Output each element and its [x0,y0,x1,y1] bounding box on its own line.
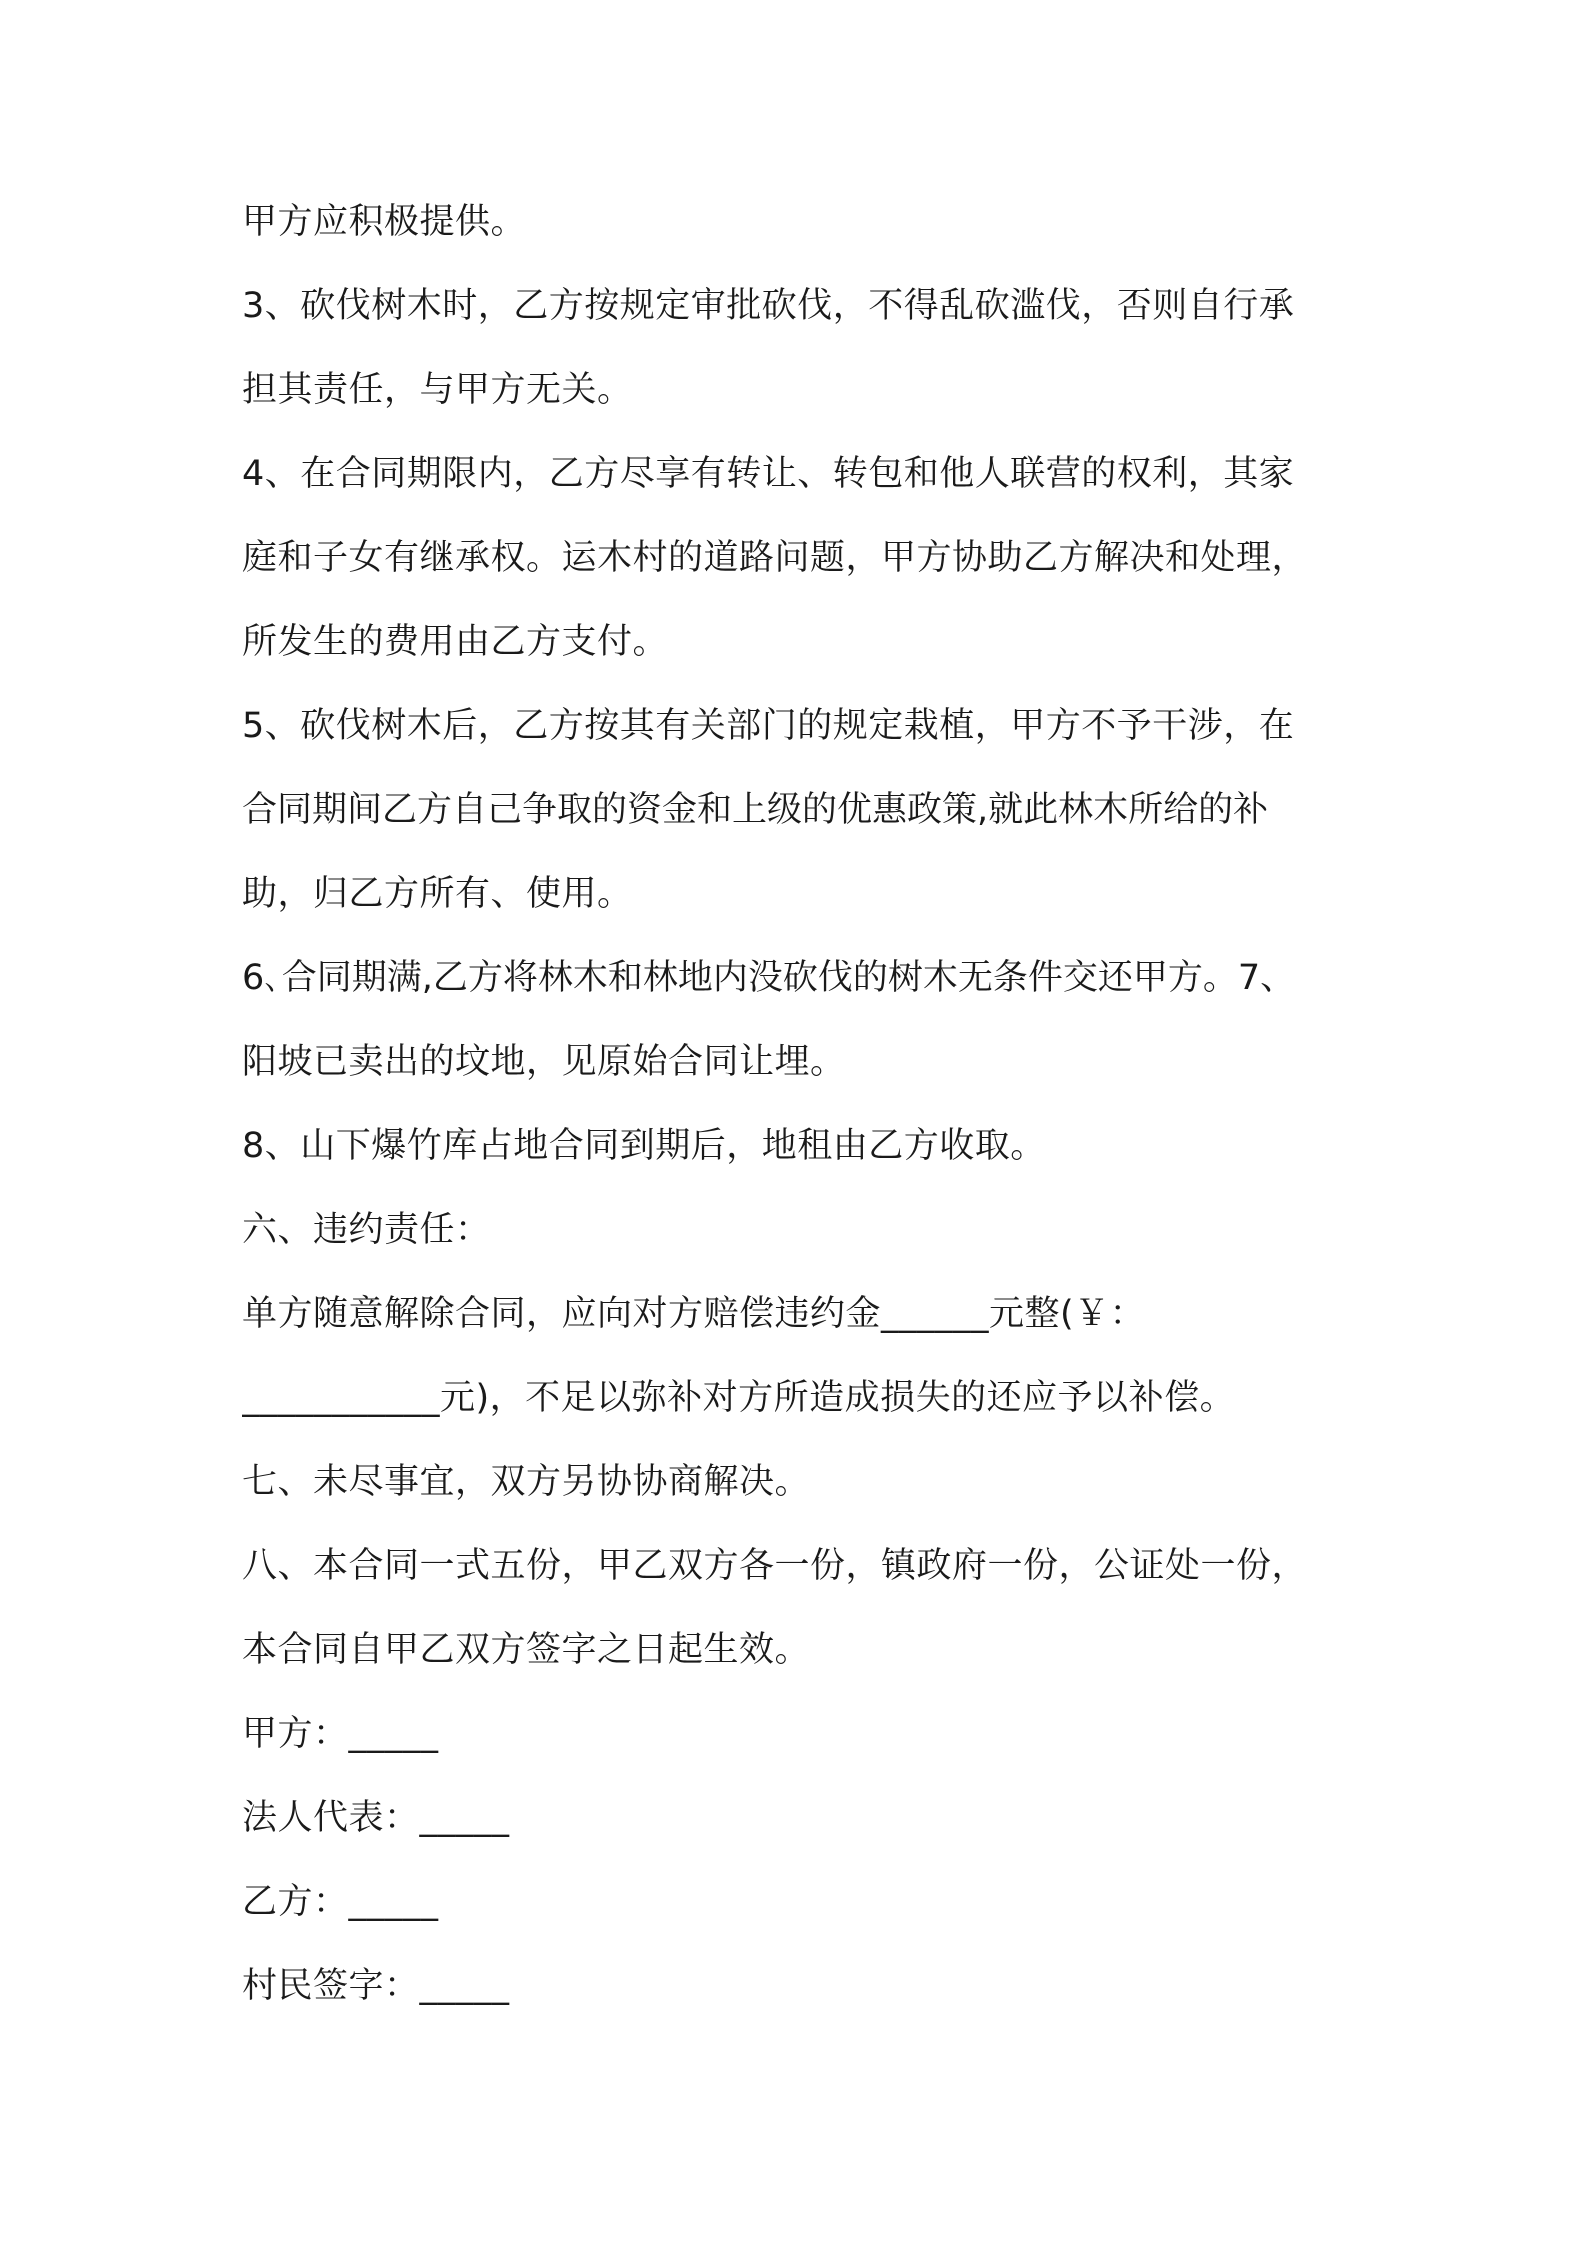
clause-8-line: 8、山下爆竹库占地合同到期后，地租由乙方收取。 [242,1126,1046,1166]
clause-5-line-2: 合同期间乙方自己争取的资金和上级的优惠政策,就此林木所给的补 [242,790,1269,830]
clause-4-line-3: 所发生的费用由乙方支付。 [242,622,669,662]
breach-line-1: 单方随意解除合同，应向对方赔偿违约金______元整(￥： [242,1294,1146,1334]
villager-signature: 村民签字：_____ [242,1966,510,2006]
section-6-heading: 六、违约责任： [242,1210,491,1250]
section-8-line-1: 八、本合同一式五份，甲乙双方各一份，镇政府一份，公证处一份， [242,1546,1308,1586]
clause-4-line-2: 庭和子女有继承权。运木村的道路问题，甲方协助乙方解决和处理， [242,538,1308,578]
clause-6-line-1: 6､合同期满,乙方将林木和林地内没砍伐的树木无条件交还甲方。7、 [242,958,1296,998]
legal-representative-signature: 法人代表：_____ [242,1798,510,1838]
clause-3-line-2: 担其责任，与甲方无关。 [242,370,633,410]
section-7-line: 七、未尽事宜，双方另协协商解决。 [242,1462,811,1502]
clause-5-line-3: 助，归乙方所有、使用。 [242,874,633,914]
clause-7-line: 阳坡已卖出的坟地，见原始合同让埋。 [242,1042,846,1082]
party-a-signature: 甲方：_____ [242,1714,439,1754]
clause-3-line-1: 3、砍伐树木时，乙方按规定审批砍伐，不得乱砍滥伐，否则自行承 [242,286,1295,326]
section-8-line-2: 本合同自甲乙双方签字之日起生效。 [242,1630,811,1670]
text-line-1: 甲方应积极提供。 [242,202,527,242]
contract-text [242,200,1362,2048]
clause-5-line-1: 5、砍伐树木后，乙方按其有关部门的规定栽植，甲方不予干涉，在 [242,706,1295,746]
breach-line-2: ___________元)，不足以弥补对方所造成损失的还应予以补偿。 [242,1378,1236,1418]
clause-4-line-1: 4、在合同期限内，乙方尽享有转让、转包和他人联营的权利，其家 [242,454,1295,494]
party-b-signature: 乙方：_____ [242,1882,439,1922]
